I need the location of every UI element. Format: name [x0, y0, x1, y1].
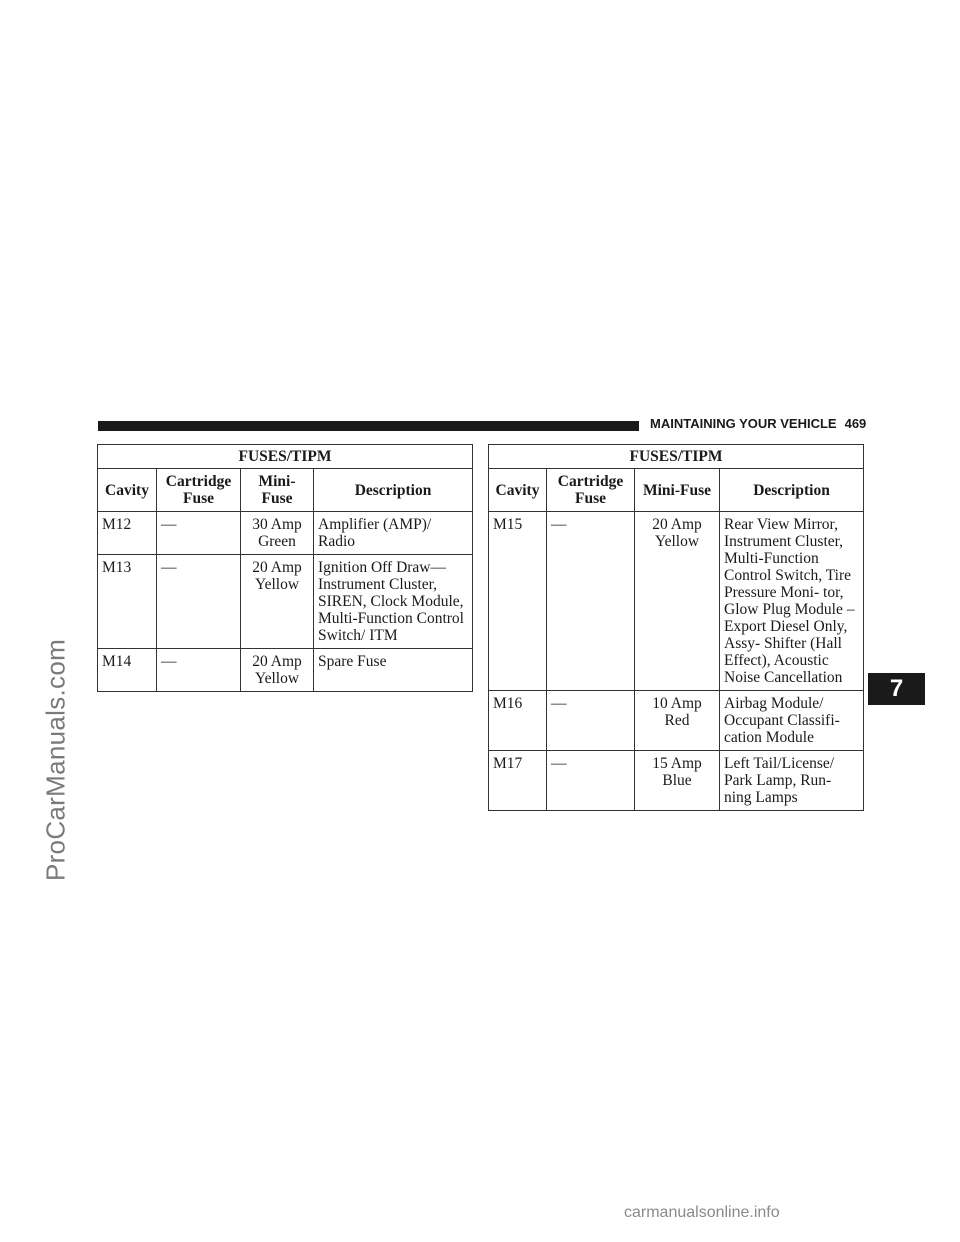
table-row — [98, 512, 473, 555]
cavity-cell: M16 — [489, 691, 547, 751]
cavity-cell: M15 — [489, 512, 547, 691]
side-watermark: ProCarManuals.com — [40, 638, 71, 882]
cartridge-cell: — — [157, 555, 241, 649]
table-row — [489, 512, 864, 691]
header-rule — [98, 421, 639, 431]
section-title: MAINTAINING YOUR VEHICLE — [650, 416, 837, 431]
column-header-cartridge-fuse: Cartridge Fuse — [157, 469, 241, 512]
column-header-description: Description — [720, 469, 864, 512]
table-row — [98, 649, 473, 692]
mini-fuse-cell: 30 Amp Green — [241, 512, 314, 555]
column-header-mini-fuse: Mini-Fuse — [241, 469, 314, 512]
description-cell: Ignition Off Draw— Instrument Cluster, SIREN, Clock Module, Multi-Function Control Switch/ ITM — [314, 555, 473, 649]
table-title: FUSES/TIPM — [489, 445, 864, 469]
table-row — [489, 691, 864, 751]
description-cell: Rear View Mirror, Instrument Cluster, Multi-Function Control Switch, Tire Pressure Moni- tor, Glow Plug Module – Export Diesel Only, Assy- Shifter (Hall Effect), Acoustic Noise Cancellation — [720, 512, 864, 691]
cartridge-cell: — — [547, 512, 635, 691]
footer-watermark: carmanualsonline.info — [624, 1204, 780, 1221]
description-cell: Left Tail/License/ Park Lamp, Run- ning Lamps — [720, 751, 864, 811]
mini-fuse-cell: 10 Amp Red — [635, 691, 720, 751]
chapter-tab: 7 — [868, 673, 925, 705]
cartridge-cell: — — [547, 751, 635, 811]
cavity-cell: M14 — [98, 649, 157, 692]
cartridge-cell: — — [547, 691, 635, 751]
cavity-cell: M17 — [489, 751, 547, 811]
mini-fuse-cell: 20 Amp Yellow — [635, 512, 720, 691]
description-cell: Amplifier (AMP)/ Radio — [314, 512, 473, 555]
column-header-cartridge-fuse: Cartridge Fuse — [547, 469, 635, 512]
mini-fuse-cell: 15 Amp Blue — [635, 751, 720, 811]
description-cell: Spare Fuse — [314, 649, 473, 692]
cavity-cell: M13 — [98, 555, 157, 649]
fuse-table-left — [97, 444, 473, 692]
column-header-cavity: Cavity — [489, 469, 547, 512]
fuse-table-right — [488, 444, 864, 811]
table-row — [98, 555, 473, 649]
cartridge-cell: — — [157, 512, 241, 555]
cartridge-cell: — — [157, 649, 241, 692]
column-header-mini-fuse: Mini-Fuse — [635, 469, 720, 512]
table-title: FUSES/TIPM — [98, 445, 473, 469]
page-number: 469 — [844, 416, 867, 431]
mini-fuse-cell: 20 Amp Yellow — [241, 649, 314, 692]
column-header-cavity: Cavity — [98, 469, 157, 512]
description-cell: Airbag Module/ Occupant Classifi- cation Module — [720, 691, 864, 751]
running-header — [650, 416, 866, 431]
column-header-description: Description — [314, 469, 473, 512]
mini-fuse-cell: 20 Amp Yellow — [241, 555, 314, 649]
cavity-cell: M12 — [98, 512, 157, 555]
table-row — [489, 751, 864, 811]
